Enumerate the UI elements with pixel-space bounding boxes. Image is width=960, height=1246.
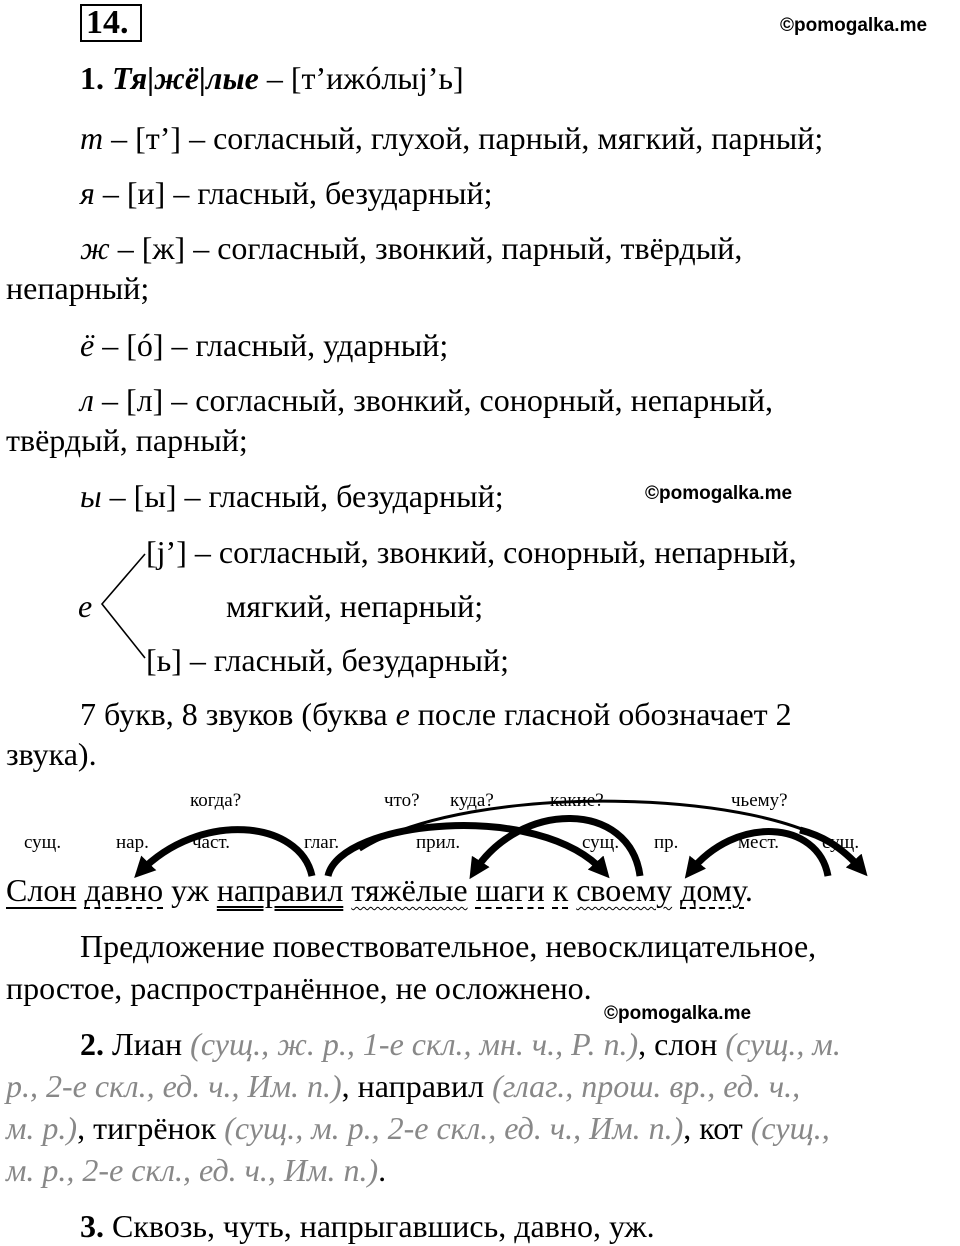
part3-line [80, 1208, 655, 1244]
pos-1: сущ. [24, 832, 62, 853]
word-object: шаги [475, 872, 545, 908]
pos-4: глаг. [304, 832, 340, 853]
word-adjective: тяжёлые [351, 872, 468, 908]
letter-t-desc: – [т’] – согласный, глухой, парный, мягкий, парный; [103, 120, 824, 156]
p2-l2-b: , направил [341, 1068, 493, 1104]
letter-line-zh-cont: непарный; [6, 270, 150, 306]
e-line-2: мягкий, непарный; [226, 588, 484, 624]
watermark-middle: ©pomogalka.me [645, 483, 793, 504]
p2-l3-c: (сущ., м. р., 2-е скл., ед. ч., Им. п.) [224, 1110, 684, 1146]
word-adverb: давно [84, 872, 164, 908]
word-noun-dom: дому [680, 872, 745, 908]
pos-3: част. [192, 832, 231, 853]
letter-l-desc: – [л] – согласный, звонкий, сонорный, непарный, [93, 382, 773, 418]
part2-label: 2. [80, 1026, 104, 1062]
part2-line-1 [80, 1026, 841, 1062]
task-number: 14. [86, 4, 129, 41]
question-5: чьему? [731, 790, 788, 811]
part3-label: 3. [80, 1208, 104, 1244]
p2-l2-a: р., 2-е скл., ед. ч., Им. п.) [6, 1068, 342, 1104]
part3-text: Сквозь, чуть, напрыгавшись, давно, уж. [104, 1208, 655, 1244]
word-particle: уж [171, 872, 209, 908]
question-2: что? [384, 790, 420, 811]
count-e: е [395, 696, 410, 732]
p2-l4-b: . [378, 1152, 387, 1188]
p2-l2-c: (глаг., прош. вр., ед. ч., [492, 1068, 801, 1104]
pos-9: сущ. [822, 832, 860, 853]
letter-ya-desc: – [и] – гласный, безударный; [94, 175, 493, 211]
letter-yo-desc: – [ó] – гласный, ударный; [94, 327, 449, 363]
letter-ya: я [80, 175, 95, 211]
word-pronoun: своему [576, 872, 673, 908]
letter-l: л [80, 382, 94, 418]
count-line-2: звука). [6, 736, 97, 772]
letter-zh-desc: – [ж] – согласный, звонкий, парный, твёрдый, [109, 230, 743, 266]
p2-l1-b: (сущ., ж. р., 1-е скл., мн. ч., Р. п.) [190, 1026, 639, 1062]
e-line-3: [ь] – гласный, безударный; [146, 642, 510, 678]
e-letter-text: е [78, 588, 93, 624]
conclusion-line-1: Предложение повествовательное, невосклицательное, [80, 928, 817, 964]
p2-l3-d: , кот [683, 1110, 751, 1146]
count-rest: после гласной обозначает 2 [409, 696, 792, 732]
watermark-top: ©pomogalka.me [780, 15, 928, 36]
pos-8: мест. [738, 832, 779, 853]
p2-l3-e: (сущ., [750, 1110, 830, 1146]
question-3: куда? [450, 790, 494, 811]
part2-line-2 [6, 1068, 800, 1104]
pos-2: нар. [116, 832, 149, 853]
part1-label: 1. [80, 60, 104, 96]
p2-l1-c: , слон [638, 1026, 726, 1062]
word-subject: Слон [6, 872, 77, 908]
p2-l3-b: , тигрёнок [77, 1110, 225, 1146]
question-1: когда? [190, 790, 242, 811]
p2-l1-a: Лиан [104, 1026, 191, 1062]
word-predicate: направил [216, 872, 344, 908]
letter-y-desc: – [ы] – гласный, безударный; [101, 478, 504, 514]
count-text: 7 букв, 8 звуков (буква [80, 696, 396, 732]
parsed-sentence [6, 872, 753, 908]
conclusion-line-2: простое, распространённое, не осложнено. [6, 970, 592, 1006]
sentence-period: . [744, 872, 753, 908]
pos-7: пр. [654, 832, 679, 853]
pos-5: прил. [416, 832, 461, 853]
part2-line-4 [6, 1152, 386, 1188]
letter-yo: ё [80, 327, 95, 363]
letter-y: ы [80, 478, 102, 514]
pos-6: сущ. [582, 832, 620, 853]
part1-word: Тя|жё|лые [112, 60, 259, 96]
letter-line-l-cont: твёрдый, парный; [6, 422, 248, 458]
e-line-1: [j’] – согласный, звонкий, сонорный, непарный, [146, 534, 797, 570]
letter-t: т [80, 120, 104, 156]
word-preposition: к [552, 872, 569, 908]
p2-l1-d: (сущ., м. [725, 1026, 841, 1062]
p2-l4-a: м. р., 2-е скл., ед. ч., Им. п.) [6, 1152, 379, 1188]
watermark-bottom: ©pomogalka.me [604, 1003, 752, 1024]
letter-zh: ж [80, 230, 110, 266]
question-4: какие? [550, 790, 604, 811]
p2-l3-a: м. р.) [6, 1110, 78, 1146]
part1-transcription: – [т’ижóлыј’ь] [266, 60, 464, 96]
part2-line-3 [6, 1110, 830, 1146]
